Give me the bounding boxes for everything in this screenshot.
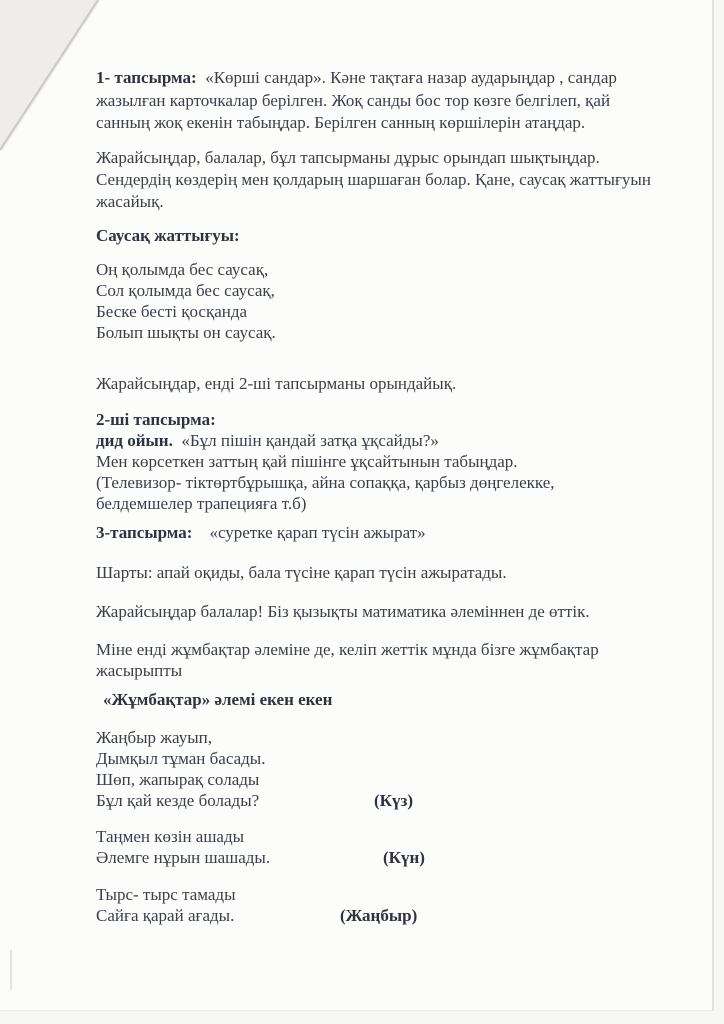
exercise-line: Оң қолымда бес саусақ, [96,260,269,279]
riddle-line: Сайға қарай ағады. [96,906,235,925]
task1-line2: жазылған карточкалар берілген. Жоқ санды бос тор көзге белгілеп, қай [96,91,611,110]
transition-text: Жарайсыңдар, енді 2-ші тапсырманы орындайық. [96,374,457,393]
task1-line3: санның жоқ екенін табыңдар. Берілген санның көршілерін атаңдар. [96,113,586,132]
riddle-answer: (Күз) [374,791,413,810]
task3-intro-line1: Міне енді жұмбақтар әлеміне де, келіп жеттік мұнда бізге жұмбақтар [96,640,599,659]
task3-condition: Шарты: апай оқиды, бала түсіне қарап түсін ажыратады. [96,563,507,582]
riddle-answer: (Жаңбыр) [340,906,418,925]
riddle-line: Жаңбыр жауып, [96,728,212,747]
task2-game-label: дид ойын. [96,431,173,450]
task1-label: 1- тапсырма: [96,68,197,87]
riddle-line: Таңмен көзін ашады [96,827,245,846]
task3-praise: Жарайсыңдар балалар! Біз қызықты матиматика әлеміннен де өттік. [96,602,590,621]
task2-game-title: «Бұл пішін қандай затқа ұқсайды?» [181,431,439,450]
exercise-line: Сол қолымда бес саусақ, [96,281,275,300]
task3-intro-line2: жасырыпты [96,661,183,680]
praise1-line3: жасайық. [96,192,164,211]
task2-label: 2-ші тапсырма: [96,410,216,429]
folded-corner [0,0,110,160]
exercise-line: Болып шықты он саусақ. [96,323,276,342]
riddle-line: Дымқыл тұман басады. [96,749,266,768]
task3-heading [96,523,426,543]
riddles-title: «Жұмбақтар» әлемі екен екен [103,690,333,709]
task2-game-line [96,431,439,451]
riddle-line: Тырс- тырс тамады [96,885,236,904]
task3-title: «суретке қарап түсін ажырат» [209,523,426,542]
exercise-title: Саусақ жаттығуы: [96,226,240,245]
task1-text-1: «Көрші сандар». Кәне тақтаға назар аударыңдар , сандар [205,68,617,87]
task2-line2: (Телевизор- тіктөртбұрышқа, айна сопаққа, қарбыз дөңгелекке, [96,473,555,492]
exercise-line: Беске бесті қосқанда [96,302,248,321]
riddle-line: Шөп, жапырақ солады [96,770,260,789]
riddle-line: Әлемге нұрын шашады. [96,848,271,867]
task3-label: 3-тапсырма: [96,523,193,542]
task2-line3: белдемшелер трапецияға т.б) [96,494,307,513]
praise1-line1: Жарайсыңдар, балалар, бұл тапсырманы дұрыс орындап шықтыңдар. [96,148,600,167]
riddle-answer: (Күн) [383,848,425,867]
task1-line1 [96,68,617,88]
task2-line1: Мен көрсеткен заттың қай пішінге ұқсайтынын табыңдар. [96,452,518,471]
scan-mark [10,950,12,990]
riddle-line: Бұл қай кезде болады? [96,791,260,810]
praise1-line2: Сендердің көздерің мен қолдарың шаршаған болар. Қане, саусақ жаттығуын [96,170,651,189]
